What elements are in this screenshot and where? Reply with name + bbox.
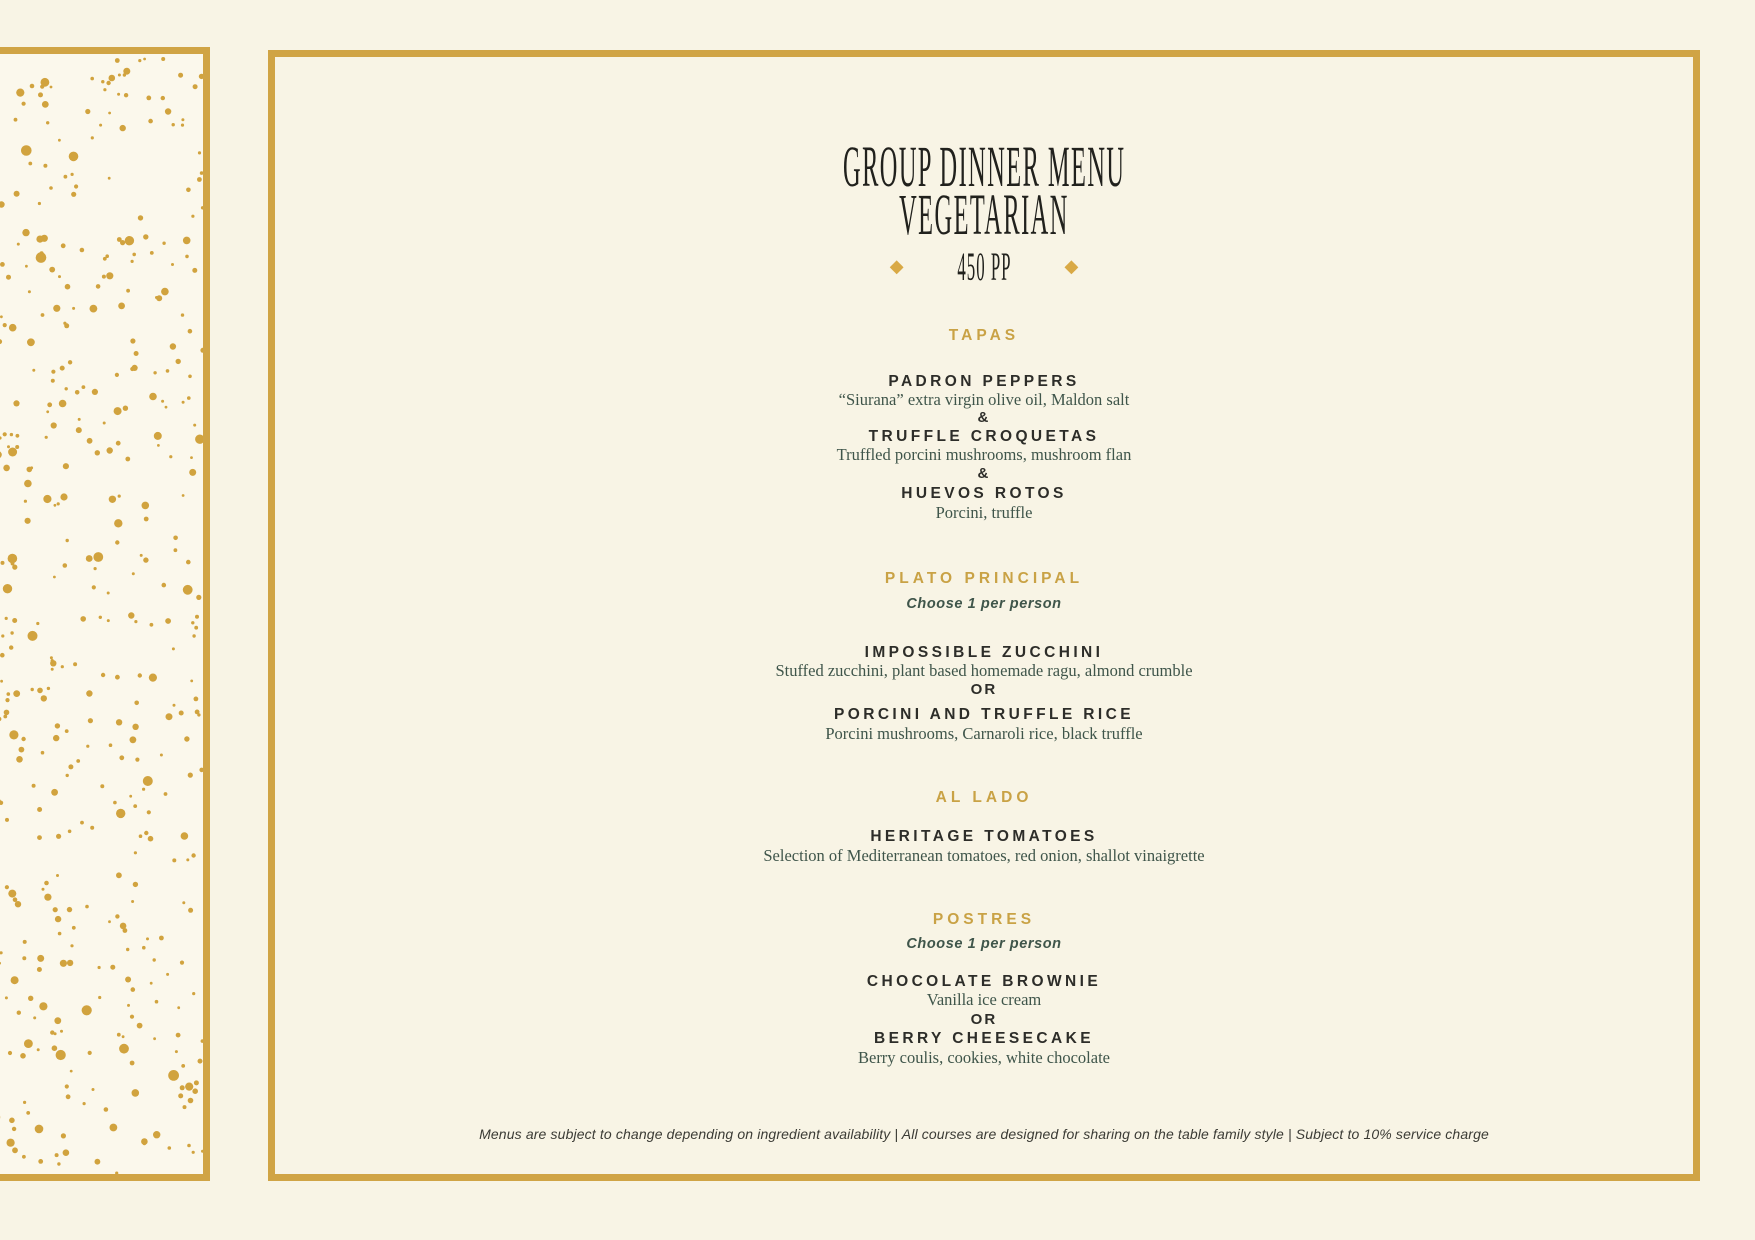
section-subtitle: Choose 1 per person — [906, 936, 1062, 952]
gold-dots-pattern — [0, 54, 203, 1174]
menu-item-description: Berry coulis, cookies, white chocolate — [857, 1048, 1110, 1067]
footer-disclaimer: Menus are subject to change depending on ingredient availability | All courses are designed for sharing on the table family style | Subject to 10% service charge — [479, 1126, 1489, 1142]
menu-title-text: GROUP DINNER MENU — [842, 134, 1126, 199]
decorative-dotted-panel — [0, 47, 210, 1181]
menu-item-name: IMPOSSIBLE ZUCCHINI — [864, 644, 1104, 661]
menu-item-description: Truffled porcini mushrooms, mushroom flan — [836, 445, 1132, 464]
course-joiner: OR — [970, 1011, 998, 1028]
menu-panel — [268, 50, 1700, 1181]
course-joiner: OR — [970, 681, 998, 698]
menu-item-name: HUEVOS ROTOS — [901, 485, 1067, 502]
menu-item-name: HERITAGE TOMATOES — [870, 828, 1098, 845]
menu-subtitle — [275, 182, 1693, 247]
diamond-icon: ◆ — [889, 256, 904, 276]
price-per-person: 450 PP — [956, 243, 1012, 289]
section-label-al-lado: AL LADO — [935, 789, 1033, 806]
menu-item-name: CHOCOLATE BROWNIE — [866, 973, 1102, 990]
menu-item-name: PADRON PEPPERS — [888, 373, 1080, 390]
menu-item-description: Vanilla ice cream — [926, 990, 1042, 1009]
section-subtitle: Choose 1 per person — [906, 596, 1062, 612]
price-row — [275, 243, 1693, 289]
menu-item-description: Porcini mushrooms, Carnaroli rice, black truffle — [825, 724, 1143, 743]
section-label-plato-principal: PLATO PRINCIPAL — [884, 570, 1084, 587]
course-joiner: & — [977, 409, 991, 426]
menu-item-description: Stuffed zucchini, plant based homemade ragu, almond crumble — [775, 661, 1193, 680]
section-label-postres: POSTRES — [932, 911, 1036, 928]
menu-item-description: “Siurana” extra virgin olive oil, Maldon salt — [838, 390, 1130, 409]
menu-item-description: Porcini, truffle — [935, 503, 1033, 522]
menu-subtitle-text: VEGETARIAN — [899, 182, 1069, 247]
menu-item-name: BERRY CHEESECAKE — [874, 1030, 1094, 1047]
menu-item-name: TRUFFLE CROQUETAS — [868, 428, 1100, 445]
menu-item-description: Selection of Mediterranean tomatoes, red onion, shallot vinaigrette — [763, 846, 1205, 865]
diamond-icon: ◆ — [1064, 256, 1079, 276]
section-label-tapas: TAPAS — [948, 327, 1020, 344]
menu-item-name: PORCINI AND TRUFFLE RICE — [834, 706, 1134, 723]
course-joiner: & — [977, 465, 991, 482]
